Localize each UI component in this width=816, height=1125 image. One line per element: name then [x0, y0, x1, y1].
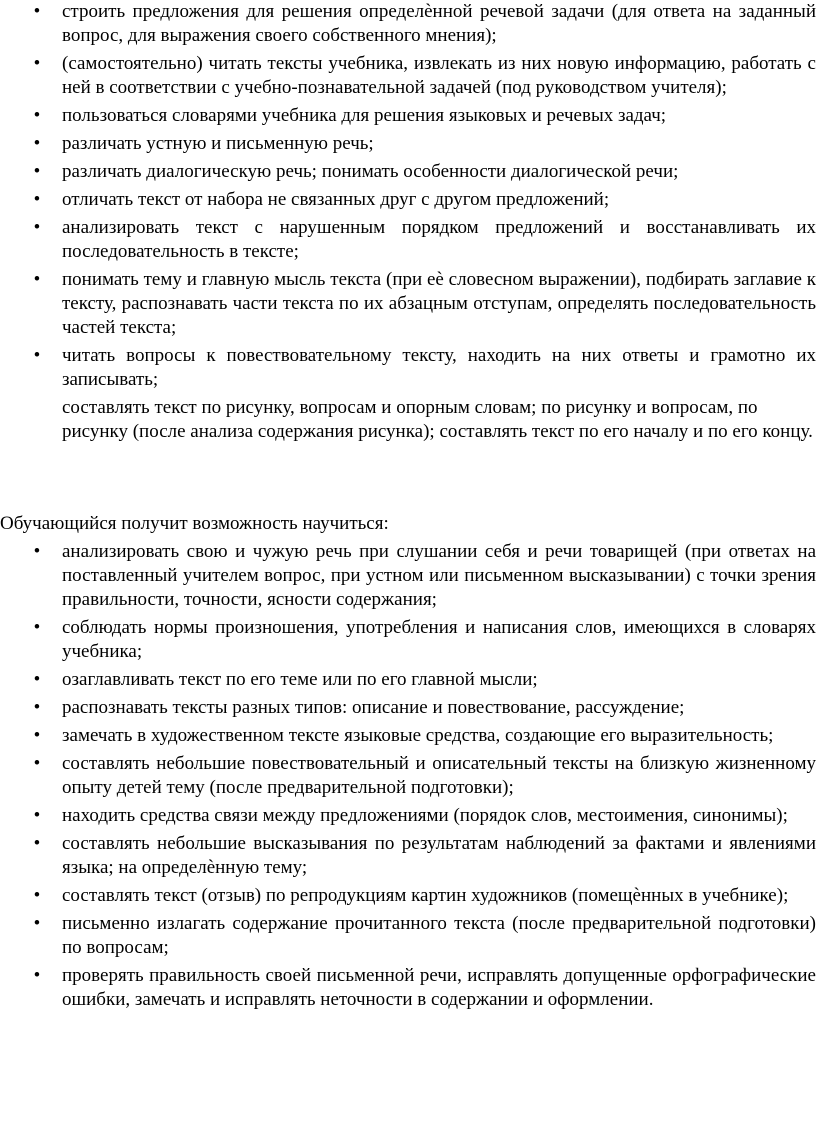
list-item-text: письменно излагать содержание прочитанного текста (после предварительной подготовки) по вопросам;	[62, 913, 816, 958]
list-item-text: пользоваться словарями учебника для решения языковых и речевых задач;	[62, 105, 667, 126]
bullet-icon: •	[33, 161, 41, 182]
list-item-text: различать устную и письменную речь;	[62, 133, 374, 154]
list-item	[0, 132, 816, 156]
bullet-icon: •	[33, 217, 41, 238]
bullet-icon: •	[33, 345, 41, 366]
list-item-text: замечать в художественном тексте языковые средства, создающие его выразительность;	[62, 725, 774, 746]
bullet-icon: •	[33, 753, 41, 774]
list-item-text: составлять текст (отзыв) по репродукциям картин художников (помещѐнных в учебнике);	[62, 885, 789, 906]
list-item-text: (самостоятельно) читать тексты учебника, извлекать из них новую информацию, работать с ней в соответствии с учебно-познавательной задачей (под руководством учителя);	[62, 53, 816, 98]
list-item	[0, 160, 816, 184]
bullet-icon: •	[33, 105, 41, 126]
list-item-text: читать вопросы к повествовательному тексту, находить на них ответы и грамотно их записывать;	[62, 345, 816, 390]
bullet-icon: •	[33, 133, 41, 154]
bullet-list-1	[0, 0, 816, 392]
list-item	[0, 832, 816, 880]
bullet-icon: •	[33, 885, 41, 906]
list-item	[0, 724, 816, 748]
list-item	[0, 616, 816, 664]
list-item	[0, 752, 816, 800]
bullet-icon: •	[33, 269, 41, 290]
list-item-text: распознавать тексты разных типов: описание и повествование, рассуждение;	[62, 697, 685, 718]
list-item	[0, 912, 816, 960]
list-item-text: отличать текст от набора не связанных друг с другом предложений;	[62, 189, 610, 210]
continuation-paragraph: составлять текст по рисунку, вопросам и опорным словам; по рисунку и вопросам, по рисунку (после анализа содержания рисунка); составлять текст по его началу и по его концу.	[62, 397, 813, 442]
bullet-list-2	[0, 540, 816, 1012]
list-item-text: находить средства связи между предложениями (порядок слов, местоимения, синонимы);	[62, 805, 788, 826]
bullet-icon: •	[33, 965, 41, 986]
list-item	[0, 104, 816, 128]
bullet-icon: •	[33, 725, 41, 746]
list-item-text: анализировать свою и чужую речь при слушании себя и речи товарищей (при ответах на поставленный учителем вопрос, при устном или письменном высказывании) с точки зрения правильности, точности, ясности содержания;	[62, 541, 816, 610]
list-item	[0, 188, 816, 212]
bullet-icon: •	[33, 53, 41, 74]
list-item	[0, 964, 816, 1012]
section-optional-skills	[0, 512, 816, 1016]
list-item	[0, 268, 816, 340]
list-item-text: составлять небольшие повествовательный и описательный тексты на близкую жизненному опыту детей тему (после предварительной подготовки);	[62, 753, 816, 798]
list-item-text: озаглавливать текст по его теме или по его главной мысли;	[62, 669, 538, 690]
list-item-text: составлять небольшие высказывания по результатам наблюдений за фактами и явлениями языка; на определѐнную тему;	[62, 833, 816, 878]
list-item	[0, 804, 816, 828]
bullet-icon: •	[33, 1, 41, 22]
list-item-text: различать диалогическую речь; понимать особенности диалогической речи;	[62, 161, 679, 182]
bullet-icon: •	[33, 697, 41, 718]
bullet-icon: •	[33, 833, 41, 854]
bullet-icon: •	[33, 805, 41, 826]
bullet-icon: •	[33, 189, 41, 210]
list-item-text: соблюдать нормы произношения, употребления и написания слов, имеющихся в словарях учебника;	[62, 617, 816, 662]
list-item-text: строить предложения для решения определѐнной речевой задачи (для ответа на заданный вопрос, для выражения своего собственного мнения);	[62, 1, 816, 46]
bullet-icon: •	[33, 913, 41, 934]
bullet-icon: •	[33, 541, 41, 562]
list-item	[0, 52, 816, 100]
list-item-text: анализировать текст с нарушенным порядком предложений и восстанавливать их последовательность в тексте;	[62, 217, 816, 262]
section-skills-list	[0, 0, 816, 448]
list-item	[0, 696, 816, 720]
list-item	[0, 884, 816, 908]
list-item-text: понимать тему и главную мысль текста (при еѐ словесном выражении), подбирать заглавие к тексту, распознавать части текста по их абзацным отступам, определять последовательность частей текста;	[62, 269, 816, 338]
list-item	[0, 668, 816, 692]
section-heading: Обучающийся получит возможность научиться:	[0, 513, 389, 534]
list-item	[0, 0, 816, 48]
list-item	[0, 216, 816, 264]
bullet-icon: •	[33, 617, 41, 638]
bullet-icon: •	[33, 669, 41, 690]
list-item-text: проверять правильность своей письменной речи, исправлять допущенные орфографические ошибки, замечать и исправлять неточности в содержании и оформлении.	[62, 965, 816, 1010]
list-item	[0, 344, 816, 392]
list-item	[0, 540, 816, 612]
